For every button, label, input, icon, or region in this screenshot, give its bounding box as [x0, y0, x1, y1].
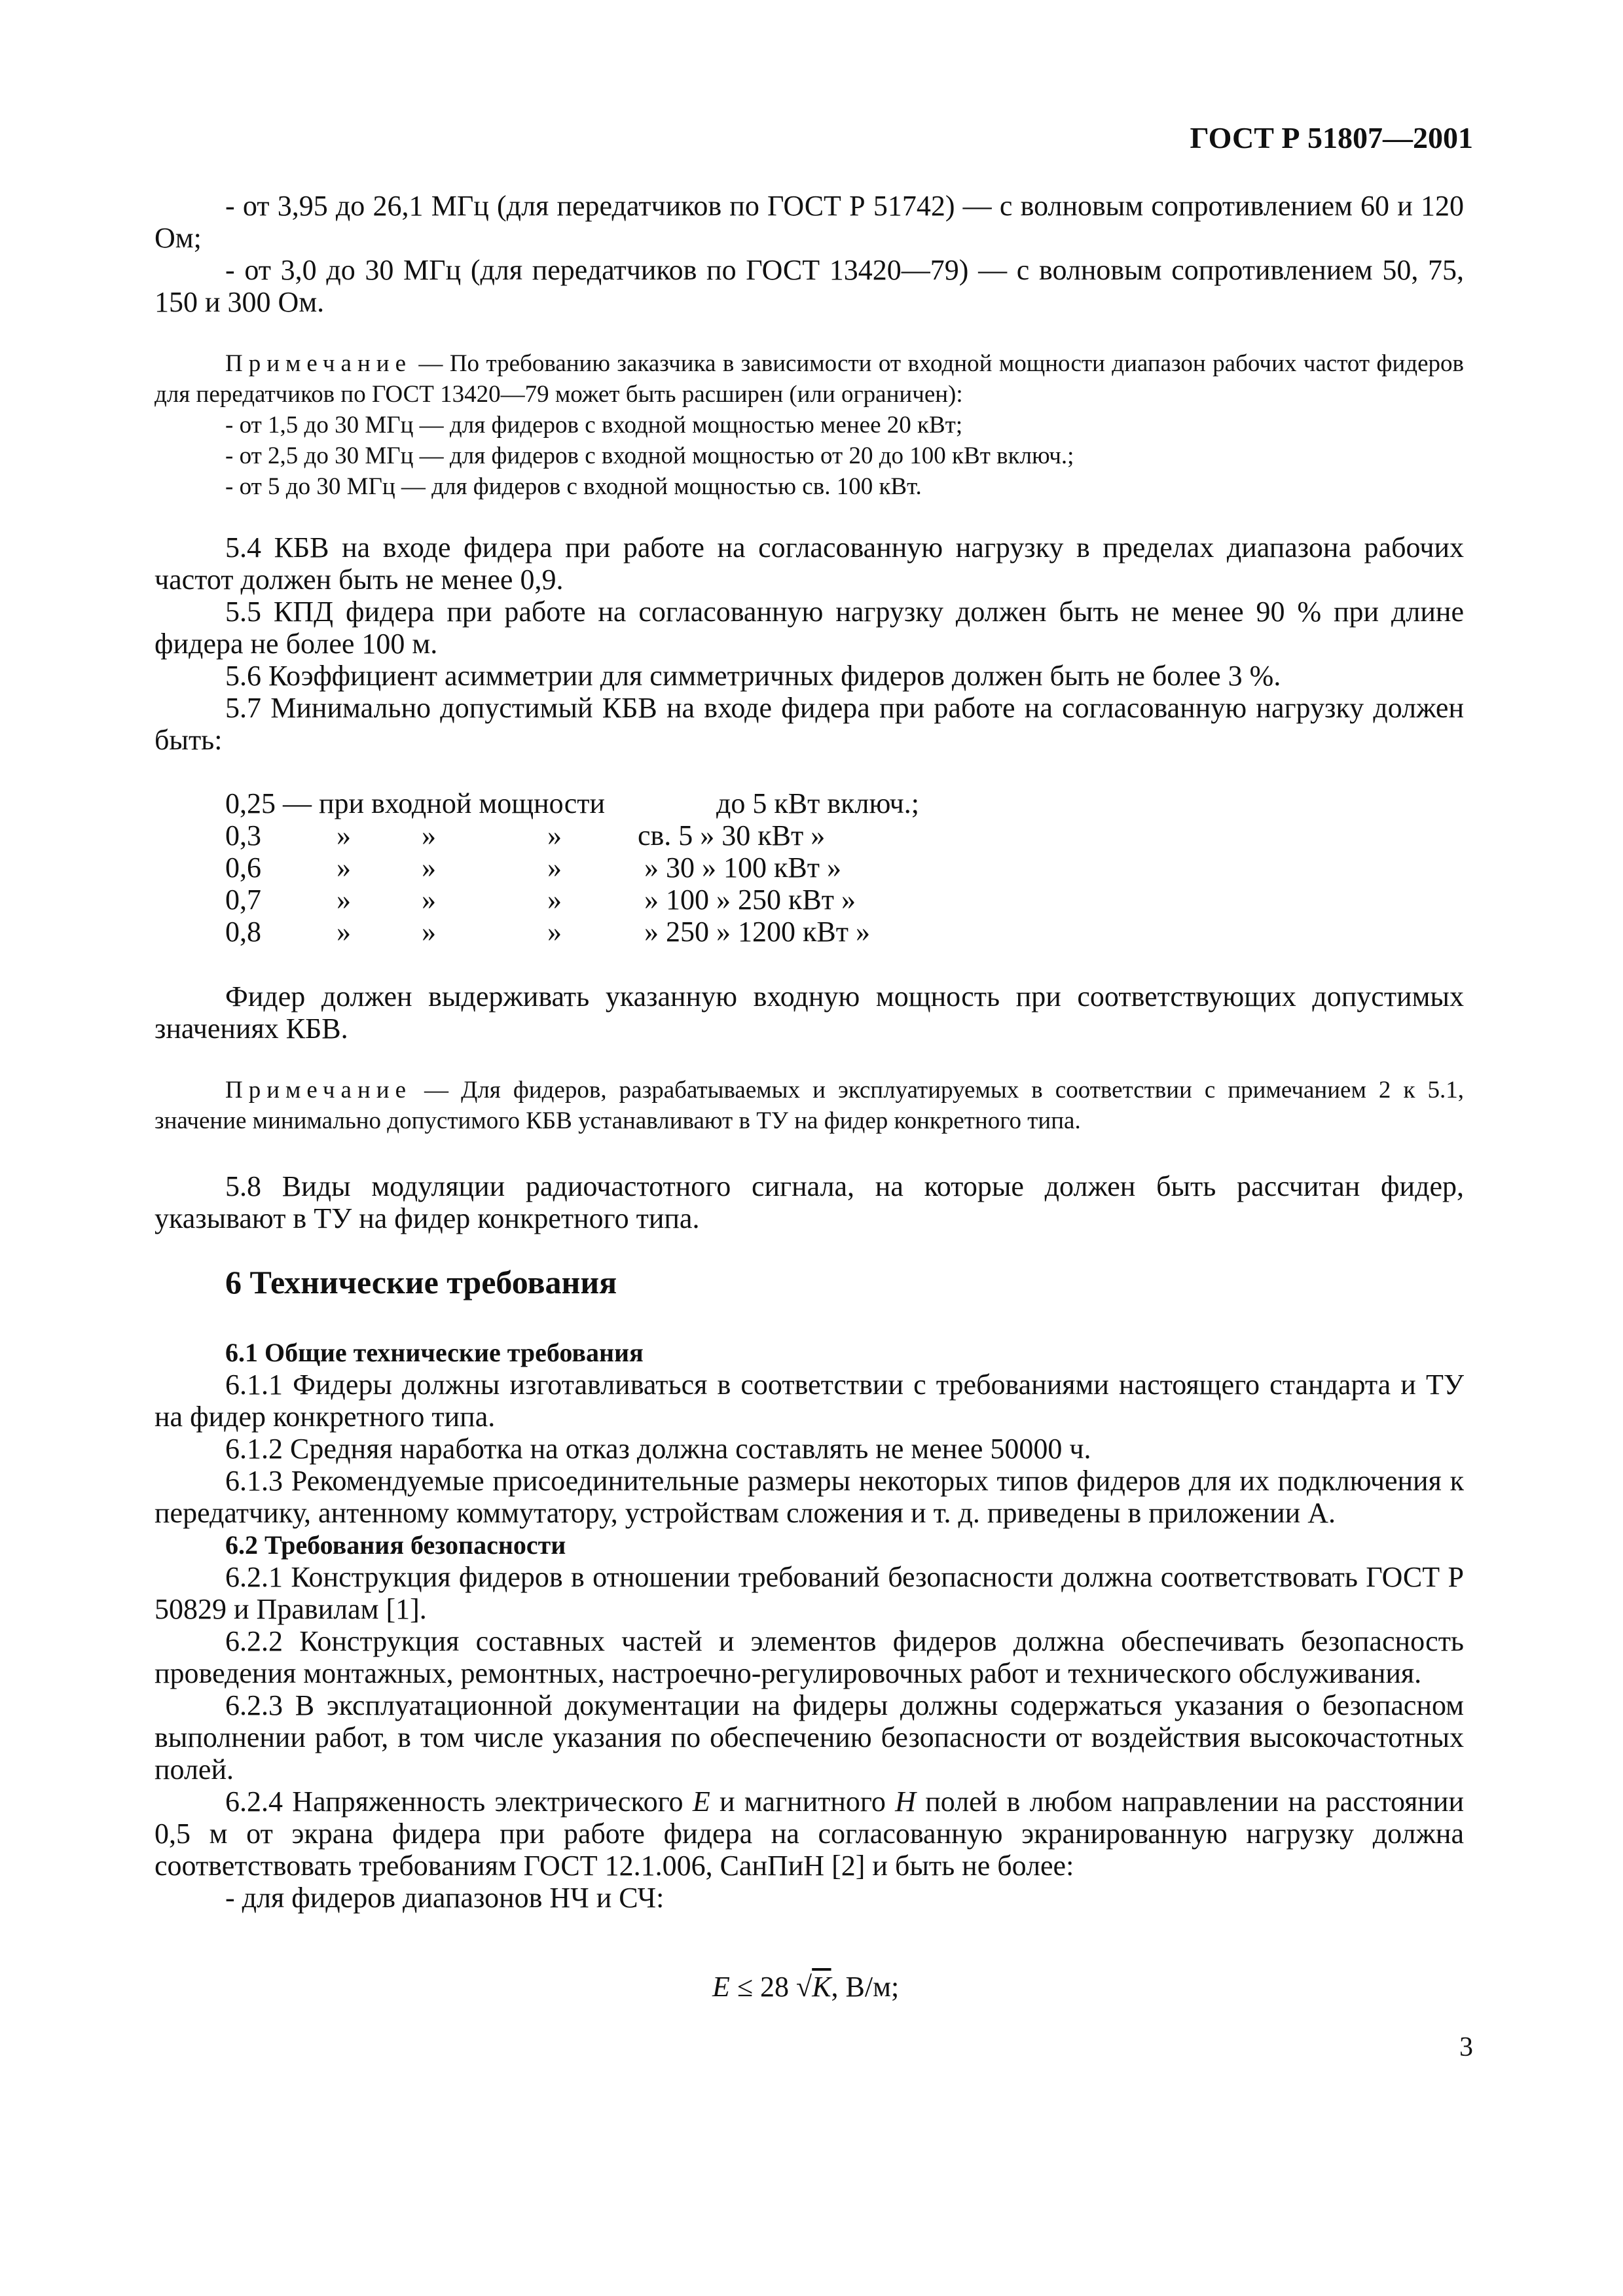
power-range: до 5 кВт включ.; — [716, 787, 919, 819]
paragraph-5-8 — [155, 1170, 1464, 1234]
ditto-mark: » — [337, 819, 351, 852]
ditto-mark: » — [547, 916, 562, 948]
ditto-mark: » — [337, 884, 351, 916]
list-item: - от 5 до 30 МГц — для фидеров с входной мощностью св. 100 кВт. — [225, 473, 922, 500]
list-item: - от 1,5 до 30 МГц — для фидеров с входной мощностью менее 20 кВт; — [225, 412, 963, 439]
note-text: — Для фидеров, разрабатываемых и эксплуатируемых в соответствии с примечанием 2 к 5.1, значение минимально допустимого КБВ устанавливают в ТУ на фидер конкретного типа. — [155, 1077, 1464, 1134]
formula-relation: ≤ 28 √ — [729, 1971, 812, 2003]
kbv-value: 0,7 — [225, 884, 261, 916]
power-range: св. 5 » 30 кВт » — [638, 819, 826, 852]
note-2 — [155, 1075, 1464, 1136]
table-row — [225, 852, 1142, 884]
document-header: ГОСТ Р 51807—2001 — [1190, 121, 1473, 154]
paragraph: 6.1.3 Рекомендуемые присоединительные размеры некоторых типов фидеров для их подключения к передатчику, антенному коммутатору, устройствам сложения и т. д. приведены в приложении А. — [155, 1465, 1464, 1529]
section-heading: 6 Технические требования — [225, 1264, 617, 1300]
formula — [712, 1970, 899, 2003]
table-row — [225, 916, 1142, 948]
list-item: - от 3,95 до 26,1 МГц (для передатчиков по ГОСТ Р 51742) — с волновым сопротивлением 60 и 120 Ом; — [155, 190, 1464, 254]
table-row — [225, 819, 1142, 852]
paragraph: Фидер должен выдерживать указанную входную мощность при соответствующих допустимых значениях КБВ. — [155, 980, 1464, 1045]
kbv-value: 0,8 — [225, 916, 261, 948]
formula-lhs: E — [712, 1971, 730, 2003]
subsection-heading: 6.1 Общие технические требования — [225, 1338, 644, 1367]
note-label: Примечание — [225, 1077, 412, 1103]
text-run: полей в любом направлении на расстоянии 0,5 м от экрана фидера при работе фидера на согласованную экранированную нагрузку должна соответствовать требованиям ГОСТ 12.1.006, СанПиН [2] и быть не более: — [155, 1785, 1465, 1882]
ditto-mark: » — [547, 852, 562, 884]
ditto-mark: » — [422, 916, 436, 948]
kbv-value: 0,6 — [225, 852, 261, 884]
symbol-e: E — [692, 1785, 710, 1818]
ditto-mark: » — [547, 819, 562, 852]
list-item: - для фидеров диапазонов НЧ и СЧ: — [225, 1882, 665, 1914]
section-6-body — [155, 1336, 1464, 1914]
symbol-h: H — [895, 1785, 916, 1818]
table-row — [225, 787, 1142, 819]
note-label: Примечание — [225, 350, 412, 377]
ditto-mark: » — [422, 852, 436, 884]
list-item: - от 3,0 до 30 МГц (для передатчиков по ГОСТ 13420—79) — с волновым сопротивлением 50, 75, 150 и 300 Ом. — [155, 254, 1464, 318]
ditto-mark: » — [547, 884, 562, 916]
paragraph: 6.2.1 Конструкция фидеров в отношении требований безопасности должна соответствовать ГОСТ Р 50829 и Правилам [1]. — [155, 1561, 1464, 1625]
paragraphs-5 — [155, 531, 1464, 756]
power-range: » 100 » 250 кВт » — [644, 884, 856, 916]
paragraph: 6.1.1 Фидеры должны изготавливаться в соответствии с требованиями настоящего стандарта и ТУ на фидер конкретного типа. — [155, 1369, 1464, 1433]
kbv-value: 0,3 — [225, 819, 261, 852]
paragraph-5-4: 5.4 КБВ на входе фидера при работе на согласованную нагрузку в пределах диапазона рабочих частот должен быть не менее 0,9. — [155, 531, 1464, 596]
text-run: и магнитного — [710, 1785, 896, 1818]
formula-unit: , В/м; — [831, 1971, 900, 2003]
paragraph-5-7: 5.7 Минимально допустимый КБВ на входе фидера при работе на согласованную нагрузку должен быть: — [155, 692, 1464, 756]
page-number: 3 — [1459, 2032, 1473, 2062]
power-range: » 250 » 1200 кВт » — [644, 916, 870, 948]
paragraph: 6.1.2 Средняя наработка на отказ должна составлять не менее 50000 ч. — [225, 1433, 1091, 1465]
intro-block — [155, 190, 1464, 318]
paragraph: 6.2.3 В эксплуатационной документации на фидеры должны содержаться указания о безопасном выполнении работ, в том числе указания по обеспечению безопасности от воздействия высокочастотных полей. — [155, 1689, 1464, 1785]
subsection-heading: 6.2 Требования безопасности — [225, 1530, 566, 1560]
ditto-mark: » — [337, 916, 351, 948]
paragraph-5-6: 5.6 Коэффициент асимметрии для симметричных фидеров должен быть не более 3 %. — [225, 660, 1281, 692]
kbv-value: 0,25 — при входной мощности — [225, 787, 606, 819]
table-row — [225, 884, 1142, 916]
paragraph: 5.8 Виды модуляции радиочастотного сигнала, на которые должен быть рассчитан фидер, указывают в ТУ на фидер конкретного типа. — [155, 1170, 1464, 1234]
paragraph — [155, 1785, 1464, 1882]
text-run: 6.2.4 Напряженность электрического — [225, 1785, 693, 1818]
power-range: » 30 » 100 кВт » — [644, 852, 841, 884]
paragraph: 6.2.2 Конструкция составных частей и элементов фидеров должна обеспечивать безопасность проведения монтажных, ремонтных, настроечно-регулировочных работ и технического обслуживания. — [155, 1625, 1464, 1689]
ditto-mark: » — [422, 819, 436, 852]
ditto-mark: » — [422, 884, 436, 916]
list-item: - от 2,5 до 30 МГц — для фидеров с входной мощностью от 20 до 100 кВт включ.; — [225, 442, 1074, 469]
ditto-mark: » — [337, 852, 351, 884]
note-text: — По требованию заказчика в зависимости от входной мощности диапазон рабочих частот фидеров для передатчиков по ГОСТ 13420—79 может быть расширен (или ограничен): — [155, 350, 1464, 408]
paragraph-5-5: 5.5 КПД фидера при работе на согласованную нагрузку должен быть не менее 90 % при длине фидера не более 100 м. — [155, 596, 1464, 660]
after-table — [155, 980, 1464, 1045]
note-1 — [155, 348, 1464, 502]
formula-variable: K — [812, 1971, 831, 2003]
